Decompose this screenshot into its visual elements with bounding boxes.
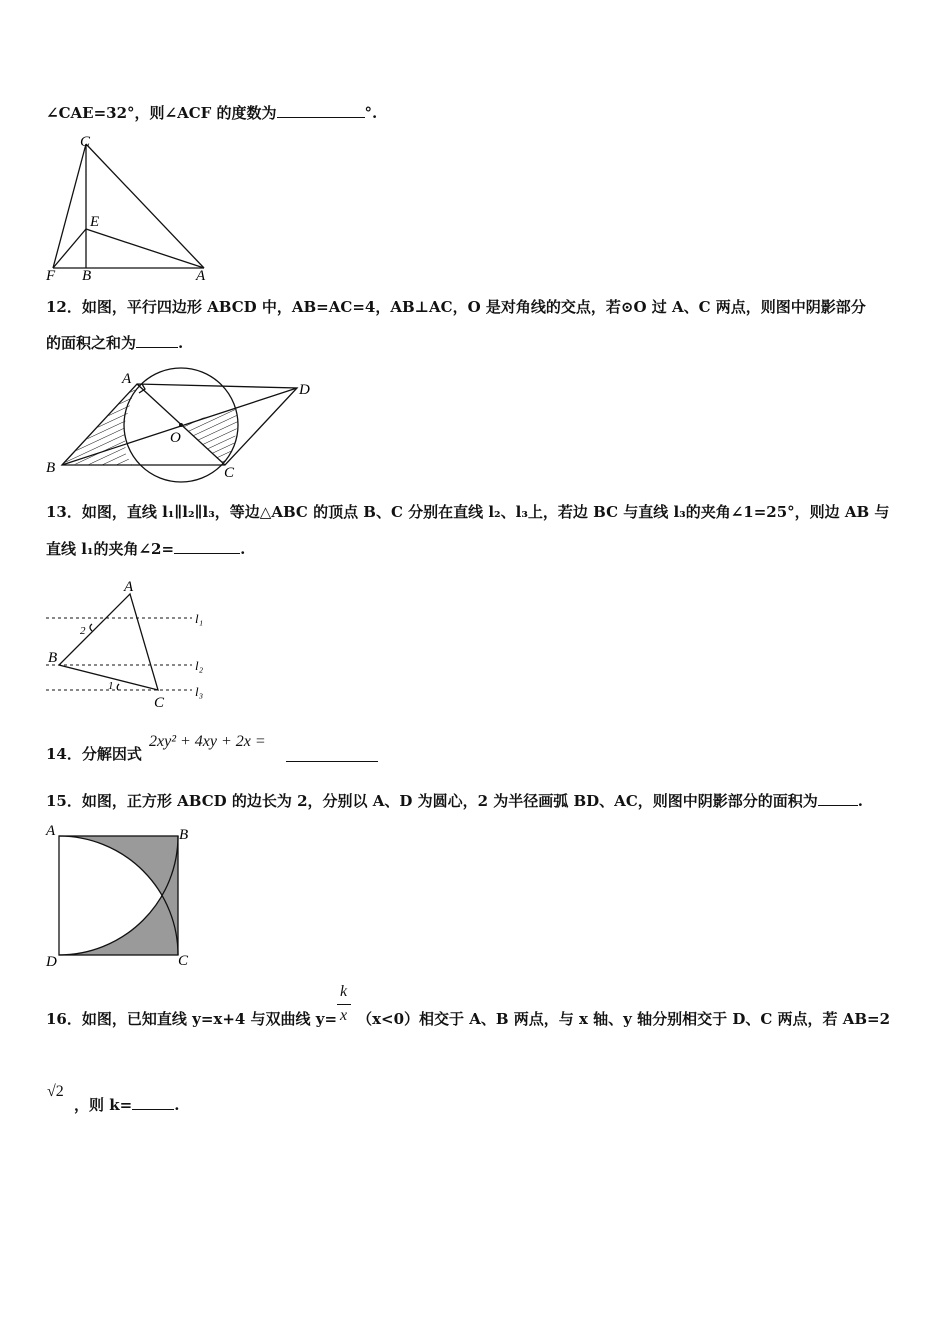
q16-text-c: ，则 k= [74, 1096, 133, 1114]
q13-label-l3: l₃ [195, 684, 204, 699]
q13-angle-2: 2 [80, 625, 86, 637]
q11-label-b: B [82, 268, 92, 284]
q13-angle-1: 1 [108, 680, 114, 692]
q13-line2-end: . [240, 540, 246, 558]
q12-line2-end: . [178, 334, 184, 352]
q16-sqrt: √2 [47, 1083, 64, 1100]
q16-text-b: （x<0）相交于 A、B 两点，与 x 轴、y 轴分别相交于 D、C 两点，若 AB=2 [357, 1010, 891, 1028]
q15-figure [44, 822, 204, 972]
q11-label-a: A [196, 268, 206, 284]
q14-text [46, 743, 142, 764]
q11-label-c: C [80, 134, 91, 150]
q15-label-c: C [178, 953, 189, 969]
q16-frac-den: x [340, 1007, 348, 1024]
q13-label-c: C [154, 695, 165, 711]
q13-label-l1: l₁ [195, 611, 204, 626]
q12-line2 [46, 332, 183, 353]
q16-text-end: . [174, 1096, 180, 1114]
q12-label-a: A [122, 371, 132, 387]
q13-line2 [46, 538, 245, 559]
q15-text [46, 790, 863, 811]
q12-line1: 12．如图，平行四边形 ABCD 中，AB=AC=4，AB⊥AC，O 是对角线的交点，若⊙O 过 A、C 两点，则图中阴影部分 [46, 298, 866, 316]
q14-expression: 2xy² + 4xy + 2x = [149, 733, 266, 750]
q13-label-l2: l₂ [195, 658, 204, 673]
q11-label-e: E [90, 214, 100, 230]
q12-figure [44, 366, 324, 481]
q12-label-c: C [224, 465, 235, 481]
q12-label-o: O [170, 430, 181, 446]
q11-text [46, 102, 377, 123]
q12-line2-start: 的面积之和为 [46, 334, 137, 352]
q16-frac-bar [337, 1004, 351, 1005]
q15-label-d: D [46, 954, 57, 970]
q12-label-b: B [46, 460, 56, 476]
q16-answer-blank[interactable] [132, 1096, 174, 1110]
q13-figure [44, 576, 214, 711]
q16-frac-num: k [340, 983, 348, 1000]
q15-label-b: B [179, 827, 189, 843]
q13-line2-start: 直线 l₁的夹角∠2= [46, 540, 175, 558]
q11-text-start: ∠CAE=32°，则∠ACF 的度数为 [46, 104, 277, 122]
q14-answer-blank[interactable] [286, 748, 378, 762]
q15-text-start: 15．如图，正方形 ABCD 的边长为 2，分别以 A、D 为圆心，2 为半径画弧 BD、AC，则图中阴影部分的面积为 [46, 792, 818, 810]
q15-answer-blank[interactable] [818, 792, 858, 806]
q13-answer-blank[interactable] [174, 540, 240, 554]
q13-label-a: A [124, 579, 134, 595]
q16-line1 [46, 1008, 890, 1029]
q16-text-a: 16．如图，已知直线 y=x+4 与双曲线 y= [46, 1010, 338, 1028]
q15-text-end: . [857, 792, 863, 810]
q11-text-end: °. [364, 104, 378, 122]
q11-figure [44, 132, 214, 282]
q13-line1: 13．如图，直线 l₁∥l₂∥l₃，等边△ABC 的顶点 B、C 分别在直线 l₂、l₃上，若边 BC 与直线 l₃的夹角∠1=25°，则边 AB 与 [46, 503, 890, 521]
q11-label-f: F [46, 268, 56, 284]
q14-prefix: 14．分解因式 [46, 745, 142, 763]
q16-line2 [46, 1094, 179, 1115]
q15-label-a: A [46, 823, 56, 839]
q12-answer-blank[interactable] [136, 334, 178, 348]
q12-label-d: D [299, 382, 310, 398]
q11-answer-blank[interactable] [277, 104, 365, 118]
q13-label-b: B [48, 650, 58, 666]
